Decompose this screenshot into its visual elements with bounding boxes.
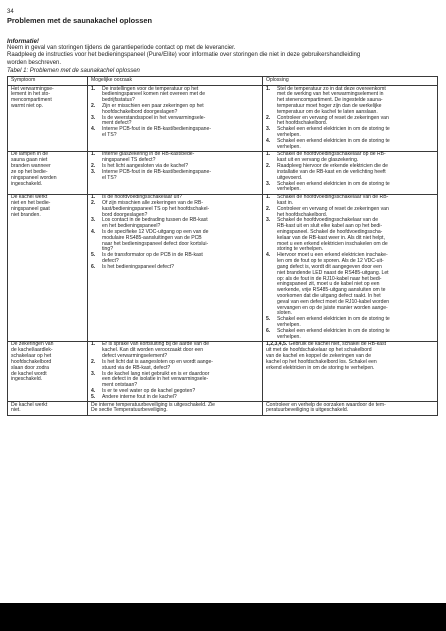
- item-line: defect verwarmingselement?: [102, 353, 168, 360]
- list-item: [266, 195, 435, 207]
- header-cause: Mogelijke oorzaak: [88, 77, 263, 86]
- item-line: Is de specifieke 12 VDC-uitgang op een van de: [102, 229, 209, 235]
- item-number: 2.: [91, 102, 96, 109]
- list-item: [91, 201, 260, 218]
- solution-list: [266, 195, 435, 340]
- item-number: 5.: [266, 316, 271, 323]
- item-line: verhelpen.: [277, 333, 301, 340]
- symptom-line: ningspaneel gaat: [11, 205, 50, 212]
- troubleshooting-table: [7, 76, 438, 416]
- symptom-cell: [8, 86, 88, 152]
- item-number: 3.: [266, 126, 271, 133]
- item-number: 2.: [266, 163, 271, 170]
- list-item: [91, 342, 260, 359]
- cause-list: [91, 195, 260, 271]
- item-number: 1.: [91, 194, 96, 201]
- item-line: De instellingen voor de temperatuur op het: [102, 85, 199, 92]
- symptom-line: ingeschakeld.: [11, 376, 43, 383]
- table-row: [8, 402, 438, 416]
- info-heading: Informatie!: [7, 38, 39, 45]
- item-line: Schakel de hoofdvoedingsschakelaar van de RB-: [277, 194, 389, 201]
- item-line: op: als de fout in de RJ10-kabel naar het bedi-: [277, 275, 382, 282]
- item-line: modulaire RS485-aansluitingen van de PCB: [102, 234, 202, 241]
- list-item: [266, 164, 435, 181]
- page-title: Problemen met de saunakachel oplossen: [7, 16, 152, 25]
- symptom-line: de kachel/aardlek-: [11, 347, 53, 354]
- item-line: verhelpen.: [277, 132, 301, 138]
- item-line: bord doorgeslagen?: [102, 211, 148, 218]
- symptom-line: schakelaar op het: [11, 353, 52, 360]
- list-item: [266, 218, 435, 253]
- symptom-line: sauna gaan niet: [11, 157, 48, 164]
- cause-line: De interne temperatuurbeveiliging is uitgeschakeld. Zie: [91, 401, 216, 408]
- footer-bar: [0, 603, 446, 631]
- solution-line: erkend elektricien in om de storing te verhelpen.: [266, 364, 375, 371]
- cause-list: [91, 342, 260, 400]
- item-line: het hoofdschakelbord.: [277, 211, 328, 218]
- item-line: het stenencompartiment. De ingestelde sauna-: [277, 97, 383, 104]
- item-line: uitgevoerd.: [277, 174, 303, 181]
- item-line: eningspaneel. Schakel de hoofdvoedingsscha-: [277, 229, 383, 235]
- item-line: ningspaneel TS defect?: [102, 157, 156, 164]
- symptom-cell: [8, 341, 88, 401]
- item-number: 3.: [266, 217, 271, 224]
- table-header-row: [8, 77, 438, 86]
- item-line: Zijn er misschien een paar zekeringen op het: [102, 102, 204, 109]
- solution-cell: [263, 402, 438, 416]
- item-line: installatie van de RB-kast en de verlichting heeft: [277, 168, 386, 175]
- solution-line: peratuurbeveiliging is uitgeschakeld.: [266, 407, 349, 414]
- cause-list: [91, 152, 260, 181]
- solution-list: [266, 87, 435, 151]
- item-line: gang defect is, wordt dit aangegeven door een: [277, 263, 382, 270]
- item-line: Schakel een erkend elektricien in om de storing te: [277, 137, 390, 144]
- item-number: 2.: [91, 199, 96, 206]
- symptom-cell: [8, 194, 88, 341]
- item-line: kast in.: [277, 199, 294, 206]
- item-number: 2.: [266, 114, 271, 121]
- symptom-line: warmt niet op.: [11, 102, 43, 109]
- item-number: 4.: [266, 252, 271, 259]
- item-line: RB-kast uit en sluit elke kabel aan op het bedi-: [277, 223, 383, 230]
- symptom-line: de kachel wordt: [11, 370, 47, 377]
- item-line: Is het bedieningspaneel defect?: [102, 263, 174, 270]
- item-line: Schakel een erkend elektricien in om de storing te: [277, 126, 390, 133]
- symptom-line: ingeschakeld.: [11, 180, 43, 187]
- item-line: vervangen en op de juiste manier worden aange-: [277, 304, 388, 311]
- item-line: ment defect?: [102, 120, 132, 127]
- item-line: Schakel een erkend elektricien in om de storing te: [277, 327, 390, 334]
- item-line: geval van een defect moet de RJ10-kabel worden: [277, 298, 390, 305]
- item-line: kast/bedieningspaneel TS op het hoofdschakel-: [102, 205, 210, 212]
- item-line: ment ontstaan?: [102, 382, 138, 389]
- list-item: [91, 360, 260, 372]
- item-line: Interne PCB-fout in de RB-kast/bedieningspane-: [102, 126, 212, 133]
- page-number: 34: [7, 9, 14, 15]
- item-line: niet brandende LED naast de RS485-uitgang. Let: [277, 269, 389, 276]
- symptom-line: De kachel werkt: [11, 401, 48, 408]
- intro-line: Neem in geval van storingen tijdens de garantieperiode contact op met de leverancier.: [7, 45, 236, 51]
- symptom-line: ningspaneel worden: [11, 174, 57, 181]
- item-line: verhelpen.: [277, 143, 301, 150]
- item-number: 1.: [266, 85, 271, 92]
- list-item: [266, 87, 435, 116]
- item-number: 1.: [91, 151, 96, 158]
- item-line: Is de kachel lang niet gebruikt en is er daardoor: [102, 370, 210, 377]
- item-line: verhelpen.: [277, 186, 301, 193]
- item-line: Raadpleeg hiervoor de erkende elektricien die de: [277, 163, 389, 170]
- intro-paragraph: [7, 45, 437, 67]
- solution-line: van de kachel en koppel de zekeringen van de: [266, 353, 372, 360]
- item-line: Is het licht aangesloten via de kachel?: [102, 163, 189, 170]
- header-symptom: Symptoom: [8, 77, 88, 86]
- item-line: stuurd via de RB-kast, defect?: [102, 364, 171, 371]
- item-line: defect?: [102, 258, 119, 265]
- item-number: 3.: [91, 217, 96, 224]
- item-line: Schakel een erkend elektricien in om de storing te: [277, 316, 390, 323]
- item-line: Interne glaszekering in de RB-kast/bede-: [102, 151, 195, 158]
- item-line: Andere interne fout in de kachel?: [102, 393, 177, 400]
- item-line: Er is sprake van kortsluiting bij de aarde van de: [102, 341, 210, 348]
- table-caption: Tabel 1: Problemen met de saunakachel oplossen: [7, 68, 140, 74]
- list-item: [266, 182, 435, 194]
- item-line: el TS?: [102, 174, 117, 181]
- item-line: verhelpen.: [277, 322, 301, 328]
- item-number: 3.: [91, 370, 96, 377]
- solution-lead: 1,2,3,4,5.: [266, 341, 288, 348]
- item-number: 3.: [91, 114, 96, 121]
- item-number: 2.: [91, 163, 96, 170]
- header-solution: Oplossing: [263, 77, 438, 86]
- intro-line: Raadpleeg de instructies voor het bedieningspaneel (Pure/Elite) voor informatie over storingen die niet in deze gebruikershandleiding: [7, 52, 361, 59]
- item-line: Is de hoofdvoedingsschakelaar uit?: [102, 194, 182, 201]
- item-line: Hiervoor moet u een erkend elektricien inschake-: [277, 252, 388, 259]
- item-line: bedieningspaneel komen niet overeen met de: [102, 91, 206, 98]
- symptom-cell: [8, 151, 88, 194]
- intro-line: worden beschreven.: [7, 59, 62, 66]
- item-line: naar het bedieningspaneel defect door kortslui-: [102, 240, 209, 247]
- item-line: hoofdschakelbord doorgeslagen?: [102, 108, 178, 115]
- item-line: voorkomen dat die uitgang defect raakt. In het: [277, 292, 381, 299]
- symptom-line: De lampen in de: [11, 151, 49, 158]
- item-number: 5.: [91, 393, 96, 400]
- table-body: [8, 86, 438, 416]
- list-item: [91, 372, 260, 389]
- item-number: 1.: [266, 194, 271, 201]
- solution-list: [266, 152, 435, 193]
- item-line: Is de transformator op de PCB in de RB-kast: [102, 252, 203, 259]
- item-line: een defect in de isolatie in het verwarmingsele-: [102, 376, 209, 383]
- item-number: 3.: [91, 168, 96, 175]
- solution-line: kachel op het hoofdschakelbord los. Schakel een: [266, 358, 377, 365]
- item-line: sloten.: [277, 310, 293, 317]
- list-item: [266, 139, 435, 151]
- solution-cell: [263, 151, 438, 194]
- table-row: [8, 151, 438, 194]
- item-number: 1.: [91, 341, 96, 348]
- solution-line: uit met de hoofdschakelaar op het schakelbord: [266, 347, 372, 354]
- cause-cell: [88, 402, 263, 416]
- item-line: en het bedieningspaneel?: [102, 223, 161, 230]
- solution-cell: [263, 341, 438, 401]
- item-line: Schakel de hoofdvoedingsschakelaar op de RB-: [277, 151, 386, 158]
- table-row: [8, 86, 438, 152]
- symptom-line: slaan door zodra: [11, 364, 49, 371]
- item-number: 5.: [91, 252, 96, 259]
- item-line: Interne PCB-fout in de RB-kast/bedieningspane-: [102, 168, 212, 175]
- symptom-line: mencompartiment: [11, 97, 52, 104]
- item-line: ting?: [102, 246, 114, 253]
- list-item: [266, 329, 435, 341]
- symptom-line: hoofdschakelbord: [11, 358, 52, 365]
- item-line: storing te verhelpen.: [277, 246, 324, 253]
- item-number: 3.: [266, 180, 271, 187]
- item-line: Is de weerstandsspoel in het verwarmingsele-: [102, 114, 206, 121]
- cause-cell: [88, 194, 263, 341]
- list-item: [91, 127, 260, 139]
- item-line: len om de fout op te sporen. Als de 12 VDC-uit-: [277, 258, 384, 265]
- item-line: eningspaneel zit, moet u de kabel niet op een: [277, 281, 380, 288]
- item-line: Stel de temperatuur zo in dat deze overeenkomt: [277, 85, 386, 92]
- cause-cell: [88, 151, 263, 194]
- item-number: 2.: [266, 205, 271, 212]
- list-item: [91, 87, 260, 104]
- item-line: Is het licht dat is aangesloten op en wordt aange-: [102, 358, 214, 365]
- symptom-line: niet.: [11, 407, 21, 414]
- list-item: [91, 170, 260, 182]
- symptom-line: Het verwarmingse-: [11, 85, 54, 92]
- item-line: temperatuur moet hoger zijn dan de werkelijke: [277, 102, 382, 109]
- symptom-line: branden wanneer: [11, 163, 51, 170]
- cause-cell: [88, 86, 263, 152]
- item-line: bedrijfsstatus?: [102, 97, 135, 104]
- item-line: Controleer en vervang of reset de zekeringen van: [277, 114, 389, 121]
- item-line: Controleer en vervang of reset de zekeringen van: [277, 205, 389, 212]
- symptom-line: niet en het bedie-: [11, 199, 51, 206]
- solution-cell: [263, 86, 438, 152]
- cause-cell: [88, 341, 263, 401]
- item-number: 4.: [91, 229, 96, 235]
- symptom-cell: [8, 402, 88, 416]
- item-line: kelaar van de RB-kast weer in. Als dit niet helpt,: [277, 234, 385, 241]
- list-item: [91, 395, 260, 401]
- list-item: [91, 265, 260, 271]
- symptom-line: lement in het sto-: [11, 91, 51, 98]
- solution-text: Gebruik de kachel niet, schakel de RB-kast: [287, 341, 387, 348]
- symptom-line: ze op het bedie-: [11, 168, 48, 175]
- item-line: Is er te veel water op de kachel gegoten?: [102, 387, 196, 394]
- item-line: moet u een erkend elektricien inschakelen om de: [277, 240, 388, 247]
- item-line: kast uit en vervang de glaszekering.: [277, 157, 359, 164]
- item-number: 6.: [91, 263, 96, 270]
- item-line: het hoofdschakelbord.: [277, 120, 328, 127]
- table-row: [8, 341, 438, 401]
- item-line: kachel. Kan dit worden veroorzaakt door een: [102, 347, 204, 354]
- cause-list: [91, 87, 260, 139]
- item-number: 1.: [91, 85, 96, 92]
- cause-line: De sectie Temperatuurbeveiliging.: [91, 407, 168, 414]
- list-item: [91, 104, 260, 116]
- item-line: werkende, vrije RS485-uitgang aansluiten om te: [277, 287, 386, 294]
- list-item: [266, 253, 435, 317]
- list-item: [91, 230, 260, 253]
- item-number: 6.: [266, 327, 271, 334]
- item-line: Los contact in de bedrading tussen de RB-kast: [102, 217, 208, 224]
- symptom-line: De zekeringen van: [11, 341, 54, 348]
- item-number: 4.: [266, 137, 271, 144]
- item-line: Schakel een erkend elektricien in om de storing te: [277, 180, 390, 187]
- solution-cell: [263, 194, 438, 341]
- item-line: Of zijn misschien alle zekeringen van de RB-: [102, 199, 204, 206]
- symptom-line: De kachel werkt: [11, 194, 48, 201]
- item-number: 1.: [266, 151, 271, 158]
- item-line: el TS?: [102, 132, 117, 138]
- item-line: Schakel de hoofdvoedingsschakelaar van de: [277, 217, 379, 224]
- solution-line: Controleer en verhelp de oorzaken waardoor de tem-: [266, 401, 386, 408]
- item-line: temperatuur om de kachel te laten aanslaan.: [277, 108, 378, 115]
- symptom-line: niet branden.: [11, 211, 41, 218]
- item-number: 2.: [91, 358, 96, 365]
- item-number: 4.: [91, 387, 96, 394]
- table-row: [8, 194, 438, 341]
- item-line: met de werking van het verwarmingselement in: [277, 91, 384, 98]
- item-number: 4.: [91, 126, 96, 133]
